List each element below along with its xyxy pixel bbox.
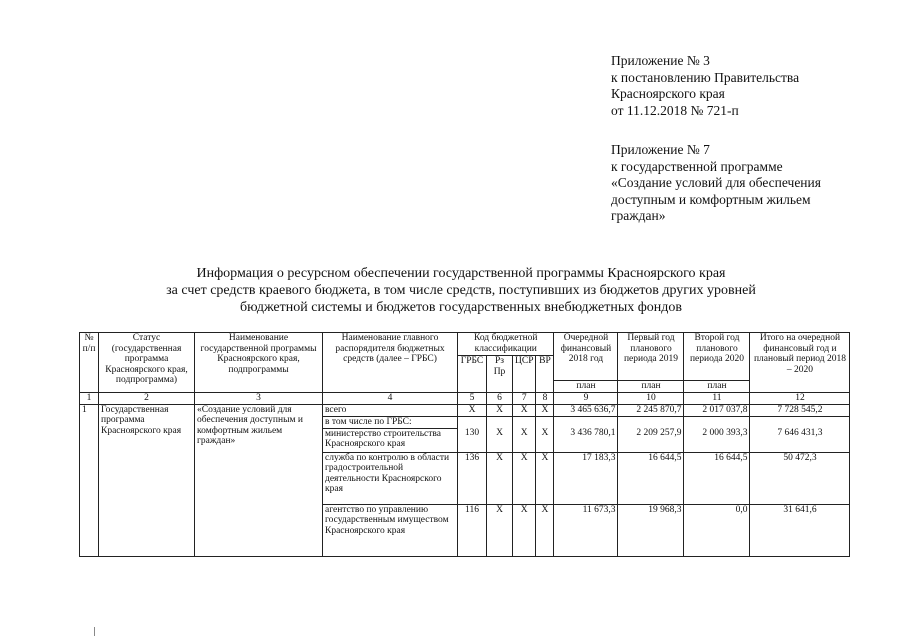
appendix-3-line: Красноярского края bbox=[611, 86, 725, 101]
header-2018: Очередной финансовый 2018 год bbox=[554, 333, 618, 381]
col-number: 5 bbox=[458, 393, 487, 405]
header-grbs: ГРБС bbox=[458, 356, 487, 393]
program-name: «Создание условий для обеспечения доступным и комфортным жильем граждан» bbox=[195, 404, 323, 556]
col-number: 11 bbox=[684, 393, 750, 405]
grbs-name: агентство по управлению государственным имуществом Красноярского края bbox=[323, 504, 458, 556]
col-number: 10 bbox=[618, 393, 684, 405]
grbs-code: 136 bbox=[458, 452, 487, 504]
title-line: за счет средств краевого бюджета, в том числе средств, поступивших из бюджетов других уровней bbox=[166, 283, 756, 298]
resource-table bbox=[79, 332, 850, 557]
value-2019: 2 245 870,7 bbox=[618, 404, 684, 416]
header-plan: план bbox=[684, 381, 750, 393]
scan-mark bbox=[94, 627, 95, 636]
value-total: 31 641,6 bbox=[750, 504, 850, 556]
csr-code: Х bbox=[513, 404, 536, 416]
appendix-7-block bbox=[611, 142, 821, 225]
value-total: 7 646 431,3 bbox=[750, 428, 850, 452]
title-line: Информация о ресурсном обеспечении государственной программы Красноярского края bbox=[196, 266, 726, 281]
header-grbs-name: Наименование главного распорядителя бюджетных средств (далее – ГРБС) bbox=[323, 333, 458, 393]
appendix-7-line: граждан» bbox=[611, 208, 666, 223]
rzpr-code: Х bbox=[487, 452, 513, 504]
value-2018: 17 183,3 bbox=[554, 452, 618, 504]
csr-code: Х bbox=[513, 428, 536, 452]
value-2020: 16 644,5 bbox=[684, 452, 750, 504]
appendix-3-title: Приложение № 3 bbox=[611, 53, 710, 68]
value-2019: 16 644,5 bbox=[618, 452, 684, 504]
table-row bbox=[80, 404, 850, 416]
header-program-name: Наименование государственной программы Красноярского края, подпрограммы bbox=[195, 333, 323, 393]
value-2019: 2 209 257,9 bbox=[618, 428, 684, 452]
header-2020: Второй год планового периода 2020 bbox=[684, 333, 750, 381]
value-2018: 3 436 780,1 bbox=[554, 428, 618, 452]
grbs-name: министерство строительства Красноярского края bbox=[323, 428, 458, 452]
col-number: 1 bbox=[80, 393, 99, 405]
header-rzpr: Рз Пр bbox=[487, 356, 513, 393]
appendix-3-date: от 11.12.2018 № 721-п bbox=[611, 102, 739, 118]
appendix-3-block bbox=[611, 53, 799, 119]
col-number: 3 bbox=[195, 393, 323, 405]
value-2019: 19 968,3 bbox=[618, 504, 684, 556]
header-vr: ВР bbox=[536, 356, 554, 393]
csr-code: Х bbox=[513, 452, 536, 504]
col-number: 8 bbox=[536, 393, 554, 405]
appendix-7-title: Приложение № 7 bbox=[611, 142, 710, 157]
value-2020: 0,0 bbox=[684, 504, 750, 556]
csr-code: Х bbox=[513, 504, 536, 556]
col-number: 9 bbox=[554, 393, 618, 405]
header-total: Итого на очередной финансовый год и плановый период 2018 – 2020 bbox=[750, 333, 850, 393]
value-total: 50 472,3 bbox=[750, 452, 850, 504]
col-number: 7 bbox=[513, 393, 536, 405]
vr-code: Х bbox=[536, 504, 554, 556]
header-status: Статус (государственная программа Красноярского края, подпрограмма) bbox=[99, 333, 195, 393]
value-total: 7 728 545,2 bbox=[750, 404, 850, 416]
value-2020: 2 017 037,8 bbox=[684, 404, 750, 416]
header-code: Код бюджетной классификации bbox=[458, 333, 554, 356]
title-line: бюджетной системы и бюджетов государственных внебюджетных фондов bbox=[239, 300, 683, 315]
vr-code: Х bbox=[536, 428, 554, 452]
grbs-name: всего bbox=[323, 404, 458, 416]
program-status: Государственная программа Красноярского края bbox=[99, 404, 195, 556]
header-csr: ЦСР bbox=[513, 356, 536, 393]
column-number-row bbox=[80, 393, 850, 405]
col-number: 2 bbox=[99, 393, 195, 405]
col-number: 12 bbox=[750, 393, 850, 405]
header-2019: Первый год планового периода 2019 bbox=[618, 333, 684, 381]
appendix-7-line: к государственной программе bbox=[611, 158, 783, 174]
appendix-7-line: доступным и комфортным жильем bbox=[611, 191, 811, 207]
appendix-7-line: «Создание условий для обеспечения bbox=[611, 175, 821, 190]
value-2018: 3 465 636,7 bbox=[554, 404, 618, 416]
grbs-code: Х bbox=[458, 404, 487, 416]
col-number: 6 bbox=[487, 393, 513, 405]
value-2020: 2 000 393,3 bbox=[684, 428, 750, 452]
document-title bbox=[100, 265, 822, 316]
vr-code: Х bbox=[536, 404, 554, 416]
program-num: 1 bbox=[80, 404, 99, 556]
header-plan: план bbox=[618, 381, 684, 393]
grbs-code: 116 bbox=[458, 504, 487, 556]
grbs-code: 130 bbox=[458, 428, 487, 452]
vr-code: Х bbox=[536, 452, 554, 504]
rzpr-code: Х bbox=[487, 404, 513, 416]
col-number: 4 bbox=[323, 393, 458, 405]
rzpr-code: Х bbox=[487, 428, 513, 452]
value-2018: 11 673,3 bbox=[554, 504, 618, 556]
grbs-name: в том числе по ГРБС: bbox=[323, 416, 458, 428]
grbs-name: служба по контролю в области градостроительной деятельности Красноярского края bbox=[323, 452, 458, 504]
appendix-3-line: к постановлению Правительства bbox=[611, 69, 800, 85]
rzpr-code: Х bbox=[487, 504, 513, 556]
header-plan: план bbox=[554, 381, 618, 393]
header-num: № п/п bbox=[80, 333, 99, 393]
